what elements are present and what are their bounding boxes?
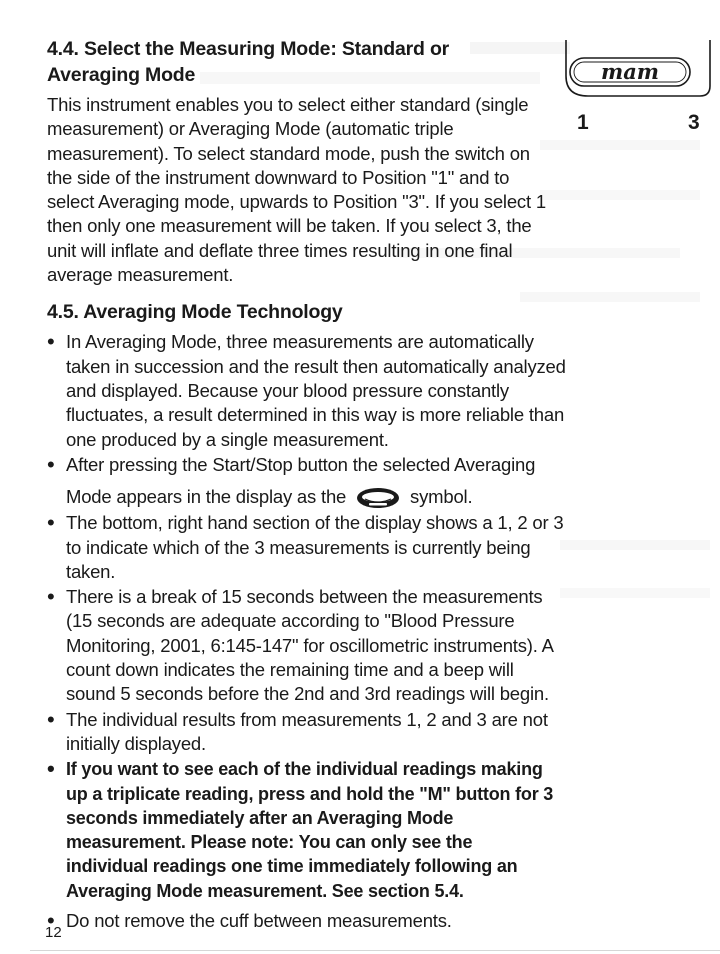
section-4-5-heading: 4.5. Averaging Mode Technology [47,301,343,324]
main-text-column [47,36,567,934]
bullet-display-section: • The bottom, right hand section of the display shows a 1, 2 or 3 to indicate which of the 3 measurements is currently being taken. [47,511,567,584]
mam-logo-icon [560,36,712,98]
switch-position-1-label: 1 [577,111,589,134]
bullet-do-not-remove-cuff: • Do not remove the cuff between measurements. [47,909,567,933]
bullet-start-stop-line2 [66,485,472,510]
bullet-individual-readings-note: • If you want to see each of the individual readings making up a triplicate reading, press and hold the "M" button for 3 seconds immediately after an Averaging Mode measurement. Please note: You can only see the individual readings one time immediately following an Averaging Mode measurement. See section 5.4. [47,757,556,903]
page-number: 12 [45,924,62,941]
mam-logo-text: mam [600,59,660,84]
bullet-start-stop-text-b: symbol. [410,486,473,508]
mode-switch-figure [560,36,712,98]
bullet-start-stop [47,453,567,510]
switch-position-3-label: 3 [688,111,700,134]
bullet-start-stop-text-a: Mode appears in the display as the [66,486,347,508]
averaging-bullet-list [47,330,567,933]
section-4-4-heading: 4.4. Select the Measuring Mode: Standard or Averaging Mode [47,38,450,86]
mam-averaging-symbol-icon [355,486,401,510]
bullet-start-stop-line1: After pressing the Start/Stop button the selected Averaging [66,453,536,475]
bullet-individual-results: • The individual results from measurements 1, 2 and 3 are not initially displayed. [47,708,567,757]
bullet-break-15-seconds: • There is a break of 15 seconds between the measurements (15 seconds are adequate according to "Blood Pressure Monitoring, 2001, 6:145-147" for oscillometric instruments). A count down indicates the remaining time and a beep will sound 5 seconds before the 2nd and 3rd readings will begin. [47,585,567,706]
bottom-rule [30,950,720,951]
section-4-4-body: This instrument enables you to select either standard (single measurement) or Averaging Mode (automatic triple measurement). To select standard mode, push the switch on the side of the instrument downward to Position "1" and to select Averaging mode, upwards to Position "3". If you select 1 then only one measurement will be taken. If you select 3, the unit will inflate and deflate three times resulting in one final average measurement. [47,94,546,286]
bullet-three-measurements: • In Averaging Mode, three measurements are automatically taken in succession and the result then automatically analyzed and displayed. Because your blood pressure constantly fluctuates, a result determined in this way is more reliable than one produced by a single measurement. [47,330,567,451]
